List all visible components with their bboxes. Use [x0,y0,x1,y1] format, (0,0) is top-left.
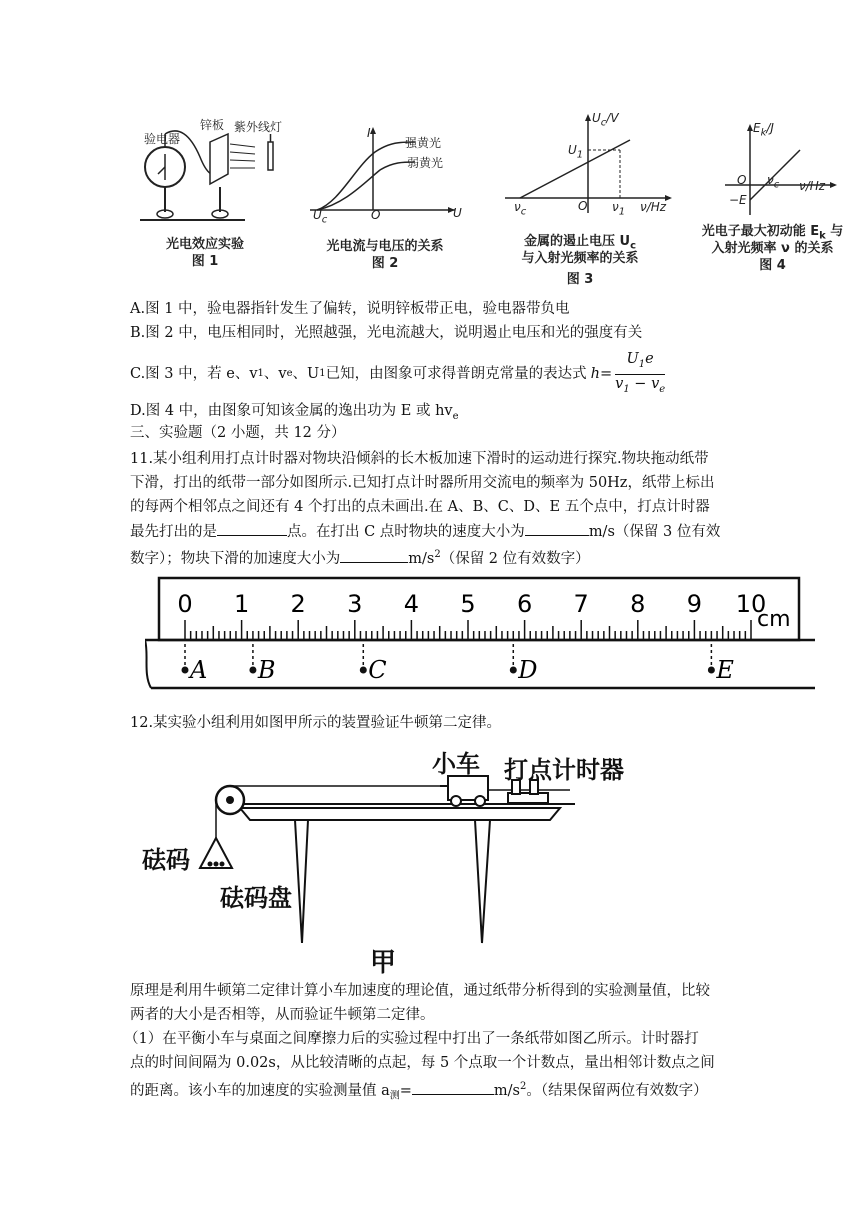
weak-light-curve [317,162,415,210]
origin-label-fig3: O [578,199,588,213]
tape-point-e [708,644,735,684]
figure-3-caption-line2: 与入射光频率的关系 [521,251,639,266]
answer-blank-a-measured[interactable] [412,1079,494,1095]
nu-c-label: $\nu_c$ [514,200,527,218]
answer-blank-velocity-c[interactable] [525,520,589,536]
q12-part1-line-3: 的距离。该小车的加速度的实验测量值 $a_测= m/s^2$。（结果保留两位有效数字） [130,1076,740,1108]
figure-4 [695,115,855,290]
tape-point-d [510,644,538,684]
ruler-unit-label: cm [757,607,791,632]
origin-label-fig4: O [737,173,747,187]
svg-text:D: D [518,656,538,684]
label-weight-pan: 砝码盘 [220,884,292,912]
apparatus-figure [130,738,650,978]
ruler-number: 7 [573,590,589,618]
axis-uc-label: $U_c/V$ [592,111,619,129]
option-a: A.图 1 中，验电器指针发生了偏转，说明锌板带正电，验电器带负电 [130,301,570,317]
q11-line-3: 的每两个相邻点之间还有 4 个打出的点未画出.在 A、B、C、D、E 五个点中，打点计时器 [130,499,710,515]
q12-principle-line-2: 两者的大小是否相等，从而验证牛顿第二定律。 [130,1007,435,1023]
origin-label: O [371,208,381,222]
planck-fraction: $\frac{U_1e}{v_1 - v_e}$ [615,350,666,395]
label-figure-jia: 甲 [370,948,397,978]
label-cart: 小车 [432,750,480,778]
label-timer: 打点计时器 [504,756,624,784]
nu-c-label-fig4: $\nu_c$ [767,173,780,191]
ruler-number: 3 [347,590,363,618]
q12-title: 12.某实验小组利用如图甲所示的装置验证牛顿第二定律。 [130,715,502,731]
answer-blank-first-point[interactable] [217,520,287,536]
figure-1-caption-num: 图 1 [191,254,219,269]
figure-2-caption-title: 光电流与电压的关系 [326,239,444,254]
axis-u-label: U [453,206,462,220]
answer-blank-acceleration[interactable] [340,547,408,563]
axis-nu-label-fig4: ν/Hz [799,179,826,193]
option-d: D.图 4 中，由图象可知该金属的逸出功为 E 或 $hv_e$ [130,403,459,422]
tape-point-b [249,644,275,684]
axis-ek-label: $E_k/J$ [753,121,774,139]
q12-principle-line-1: 原理是利用牛顿第二定律计算小车加速度的理论值，通过纸带分析得到的实验测量值，比较 [130,983,710,999]
ruler-body [159,578,799,640]
q12-part1-line-1: （1）在平衡小车与桌面之间摩擦力后的实验过程中打出了一条纸带如图乙所示。计时器打 [124,1031,699,1047]
figure-2-caption-num: 图 2 [371,256,399,271]
figure-4-caption-line2: 入射光频率 ν 的关系 [711,241,834,256]
table-top [240,808,560,820]
u1-label: $U_1$ [568,143,584,161]
ruler-number: 10 [735,590,767,618]
neg-e-label: −E [729,193,747,207]
svg-text:A: A [190,656,208,684]
q11-line-5: 数字）；物块下滑的加速度大小为 $m/s^2$（保留 2 位有效数字） [130,544,740,570]
weak-light-label: 弱黄光 [407,156,444,170]
ruler-number: 8 [630,590,646,618]
figure-3 [500,105,690,290]
strong-light-label: 强黄光 [405,136,442,150]
q11-line-4: 最先打出的是 点。在打出 C 点时物块的速度大小为 m/s（保留 3 位有效 [130,520,740,543]
ruler-number: 9 [686,590,703,618]
nu1-label: $\nu_1$ [612,200,626,218]
axis-nu-label: ν/Hz [640,200,667,214]
figure-4-caption-line1: 光电子最大初动能 $E_k$ 与 [701,224,844,242]
ruler-number: 0 [177,590,193,618]
section-title: 三、实验题（2 小题，共 12 分） [130,425,346,441]
ruler-number: 1 [233,590,250,618]
ruler-number: 4 [403,590,420,618]
tape-point-c [360,644,387,684]
figure-4-caption-num: 图 4 [759,258,786,273]
table-leg-right [475,820,490,943]
q11-line-2: 下滑，打出的纸带一部分如图所示.已知打点计时器所用交流电的频率为 50Hz，纸带上标出 [130,475,715,491]
option-c: C.图 3 中，若 e、v 1 、v e 、U 1 已知，由图象可求得普朗克常量的表达式 h = $\frac{U_1e}{v_1 - v_e}$ [130,352,740,396]
strong-light-curve [317,142,415,210]
axis-i-label: I [367,126,371,140]
svg-text:C: C [368,656,387,684]
figure-3-caption-num: 图 3 [566,272,594,287]
label-uv-lamp: 紫外线灯 [234,120,283,134]
label-weight: 砝码 [142,846,190,874]
zinc-plate-icon [210,134,228,184]
figure-1 [130,112,300,287]
ruler-drawing [145,574,815,694]
q11-line-1: 11.某小组利用打点计时器对物块沿倾斜的长木板加速下滑时的运动进行探究.物块拖动纸带 [130,451,709,467]
table-leg-left [295,820,308,943]
figure-3-caption-line1: 金属的遏止电压 $U_c$ [523,234,637,252]
ruler-number: 6 [516,590,533,618]
q12-part1-line-2: 点的时间间隔为 0.02s，从比较清晰的点起，每 5 个点取一个计数点，量出相邻计数点之间 [130,1055,715,1071]
label-zinc-plate: 锌板 [200,118,225,132]
ruler-number: 2 [290,590,306,618]
figure-1-caption-title: 光电效应实验 [165,237,244,252]
option-b: B.图 2 中，电压相同时，光照越强，光电流越大，说明遏止电压和光的强度有关 [130,325,643,341]
uc-label: $U_c$ [313,208,328,226]
tape-point-a [182,644,208,684]
svg-text:B: B [257,656,276,684]
figure-2 [305,112,480,287]
ruler-number: 5 [460,590,476,618]
label-electroscope: 验电器 [144,132,181,146]
ruler-figure [145,574,815,694]
svg-text:E: E [716,656,734,684]
uv-lamp-icon [268,142,273,170]
